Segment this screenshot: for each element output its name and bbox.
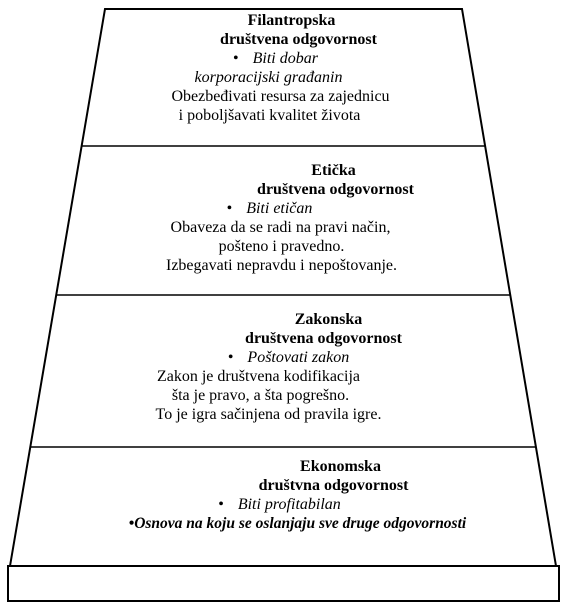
tier-description: Obezbeđivati resursa za zajednicu [171,88,390,105]
tier-description: Zakon je društvena kodifikacija [156,368,361,385]
bullet-icon: • [233,50,239,67]
tier-title: Etička [311,162,356,179]
tier-subtitle: društvna odgovornost [258,477,409,494]
tier-title: Ekonomska [300,458,381,475]
tier-economic [0,457,567,533]
tier-bullet: • Biti dobar [233,50,318,67]
tier-bullet: • Poštovati zakon [227,349,350,366]
tier-ethical [0,161,567,275]
tier-legal [0,310,567,424]
tier-title: Zakonska [294,311,363,328]
tier-title: Filantropska [247,12,336,29]
tier-description: To je igra sačinjena od pravila igre. [155,406,382,423]
bullet-icon: • [227,349,234,366]
tier-subtitle: društvena odgovornost [245,330,402,347]
bullet-icon: • [218,496,224,513]
tier-subtitle: društvena odgovornost [220,31,377,48]
tier-philanthropic [0,11,567,125]
tier-description: Obaveza da se radi na pravi način, [170,219,391,236]
pyramid-base [8,566,559,601]
tier-bullet: • Biti etičan [226,200,313,217]
bullet-icon: • [128,515,135,532]
tier-description: pošteno i pravedno. [218,238,345,255]
tier-bullet-continued: korporacijski građanin [194,69,343,86]
tier-bullet: • Biti profitabilan [218,496,341,513]
tier-description: Izbegavati nepravdu i nepoštovanje. [165,257,398,274]
tier-subtitle: društvena odgovornost [257,181,414,198]
tier-description: šta je pravo, a šta pogrešno. [171,387,350,404]
tier-bullet-foundation: •Osnova na koju se oslanjaju sve druge odgovornosti [128,515,467,532]
tier-description: i poboljšavati kvalitet života [178,107,361,124]
bullet-icon: • [226,200,233,217]
